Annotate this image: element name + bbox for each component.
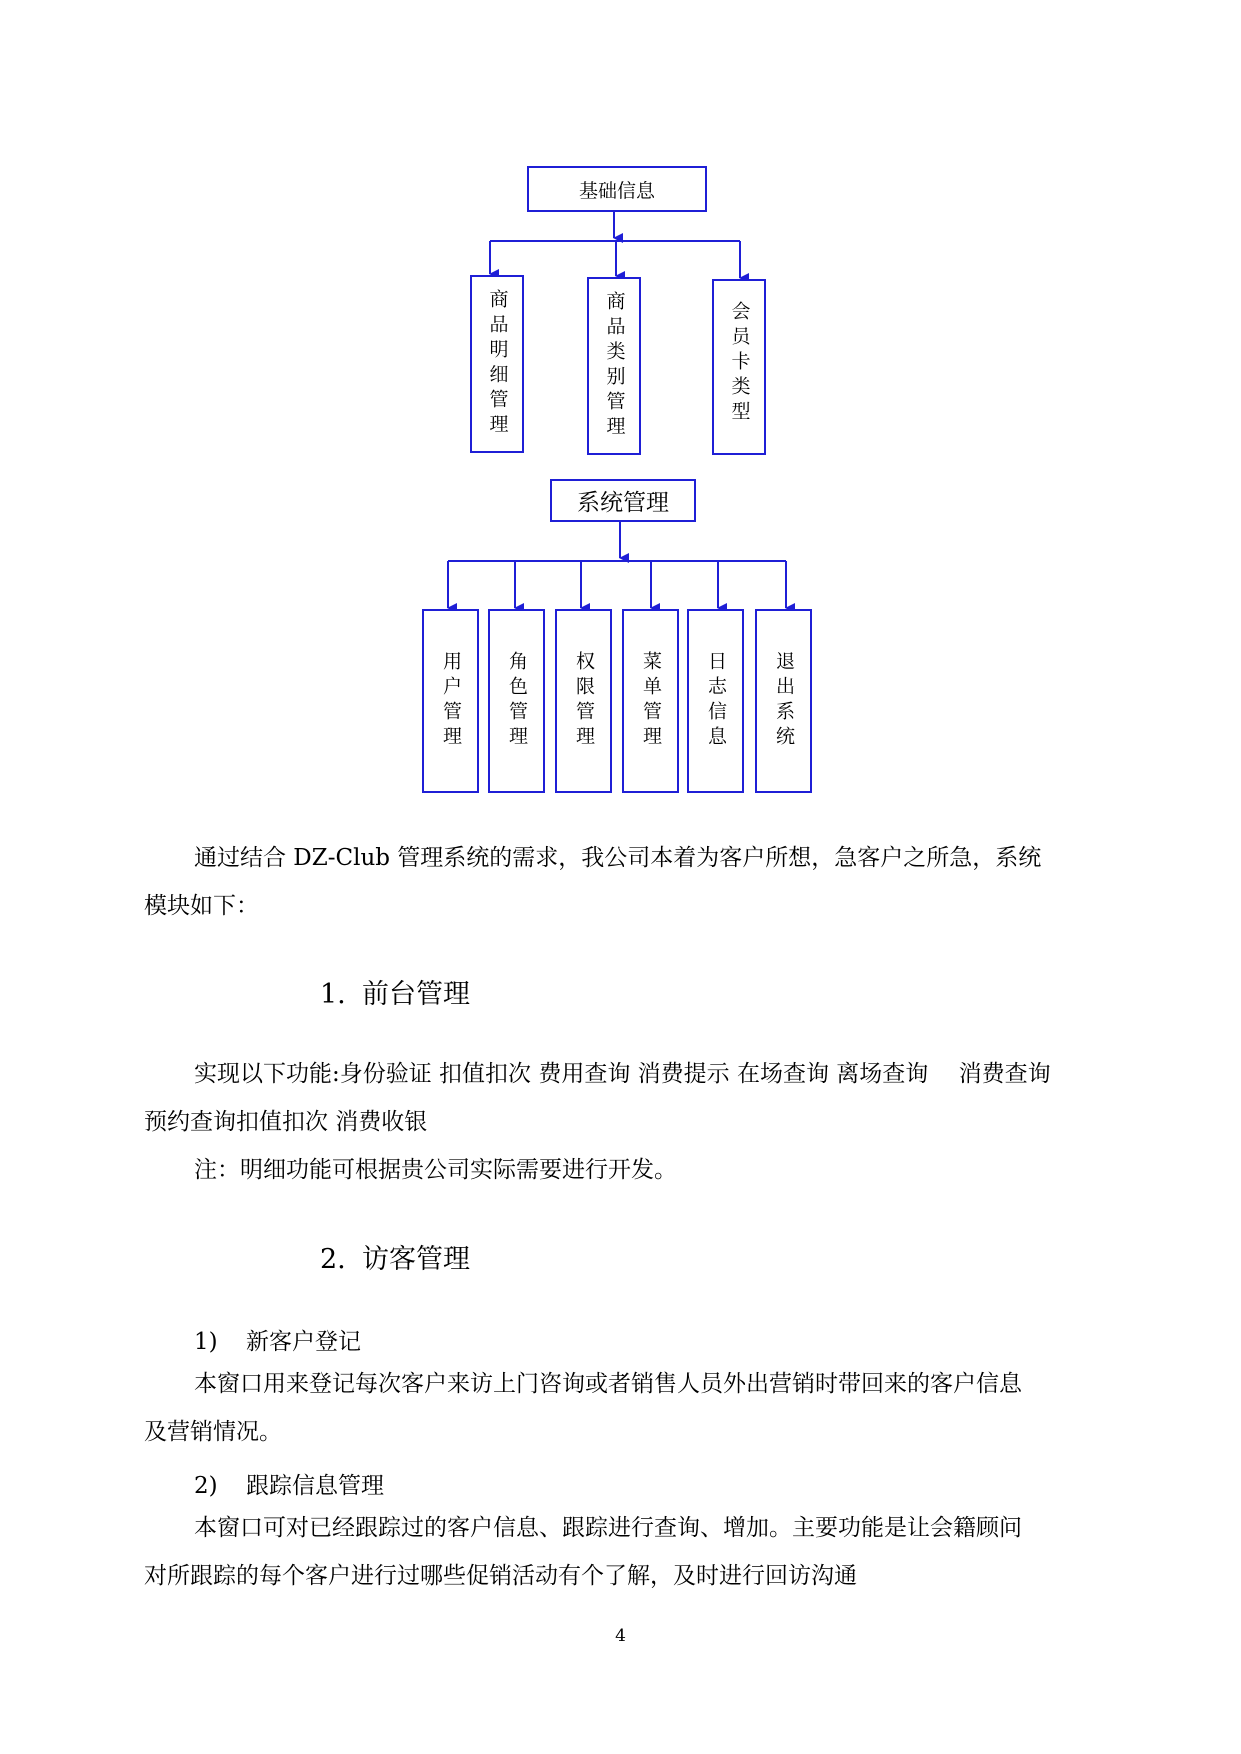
item-1-number: 1) [194, 1329, 218, 1355]
intro-line-2: 模块如下： [144, 893, 259, 919]
d1-child-box-3 [712, 279, 766, 455]
item-2-line-1: 本窗口可对已经跟踪过的客户信息、跟踪进行查询、增加。主要功能是让会籍顾问 [194, 1515, 1022, 1541]
intro-paragraph [144, 834, 1104, 930]
section-1-number: 1. [320, 979, 346, 1010]
item-1-heading [194, 1323, 361, 1356]
item-2-number: 2) [194, 1473, 218, 1499]
section-2-heading [320, 1237, 470, 1276]
d2-root-label: 系统管理 [577, 490, 669, 516]
d1-child-label-3: 会员卡类型 [728, 301, 751, 426]
item-1-line-2: 及营销情况。 [144, 1419, 282, 1445]
d2-child-label-6: 退出系统 [773, 651, 795, 751]
item-1-line-1: 本窗口用来登记每次客户来访上门咨询或者销售人员外出营销时带回来的客户信息 [194, 1371, 1022, 1397]
d1-child-box-1 [470, 275, 524, 453]
d2-child-box-4 [622, 609, 679, 793]
item-1-paragraph [144, 1360, 1104, 1456]
item-2-line-2: 对所跟踪的每个客户进行过哪些促销活动有个了解，及时进行回访沟通 [144, 1563, 857, 1589]
section-2-number: 2. [320, 1244, 346, 1275]
d2-child-box-5 [687, 609, 744, 793]
section-2-title: 访客管理 [362, 1244, 470, 1275]
item-2-title: 跟踪信息管理 [246, 1473, 384, 1499]
d1-root-box [527, 166, 707, 212]
page-number: 4 [615, 1626, 626, 1646]
features-line-1: 实现以下功能:身份验证 扣值扣次 费用查询 消费提示 在场查询 离场查询 消费查询 [194, 1061, 1051, 1087]
d1-root-label: 基础信息 [578, 179, 655, 202]
d2-child-label-4: 菜单管理 [640, 651, 662, 751]
item-2-heading [194, 1467, 384, 1500]
section-1-title: 前台管理 [362, 979, 470, 1010]
d2-child-label-1: 用户管理 [440, 651, 462, 751]
section-1-heading [320, 972, 470, 1011]
d2-child-label-5: 日志信息 [705, 651, 727, 751]
features-note: 注：明细功能可根据贵公司实际需要进行开发。 [194, 1157, 677, 1183]
d2-child-box-6 [755, 609, 812, 793]
d1-child-label-2: 商品类别管理 [603, 291, 626, 441]
section-1-features [144, 1050, 1104, 1194]
d2-child-box-1 [422, 609, 479, 793]
d2-child-box-3 [555, 609, 612, 793]
item-2-paragraph [144, 1504, 1104, 1600]
d1-child-box-2 [587, 277, 641, 455]
d2-root-box [550, 479, 696, 522]
d2-child-label-2: 角色管理 [506, 651, 528, 751]
intro-line-1: 通过结合 DZ-Club 管理系统的需求，我公司本着为客户所想，急客户之所急，系统 [194, 845, 1042, 871]
features-line-2: 预约查询扣值扣次 消费收银 [144, 1109, 428, 1135]
d2-child-label-3: 权限管理 [573, 651, 595, 751]
item-1-title: 新客户登记 [246, 1329, 361, 1355]
d1-child-label-1: 商品明细管理 [486, 289, 509, 439]
d2-child-box-2 [488, 609, 545, 793]
module-diagrams [0, 0, 1241, 820]
